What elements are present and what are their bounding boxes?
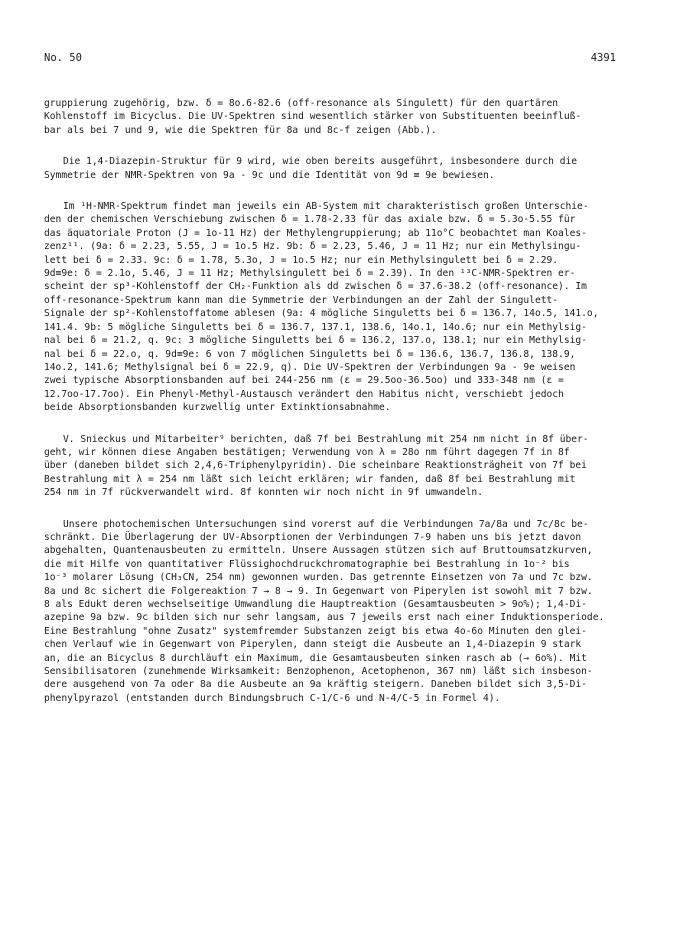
text-line: lett bei δ = 2.33. 9c: δ = 1.78, 5.3o, J = 1o.5 Hz; nur ein Methylsingulett bei δ = 2.29. — [44, 254, 559, 266]
text-line: zenz¹¹. (9a: δ = 2.23, 5.55, J = 1o.5 Hz. 9b: δ = 2.23, 5.46, J = 11 Hz; nur ein Methylsingu- — [44, 241, 582, 253]
text-line: beide Absorptionsbanden kurzwellig unter Extinktionsabnahme. — [44, 402, 391, 414]
text-line: bar als bei 7 und 9, wie die Spektren für 8a und 8c-f zeigen (Abb.). — [44, 124, 437, 136]
text-line: nal bei δ = 22.o, q. 9d≡9e: 6 von 7 möglichen Singuletts bei δ = 136.6, 136.7, 136.8, 138.9, — [44, 348, 576, 360]
journal-number: No. 50 — [44, 52, 82, 64]
text-line: über (daneben bildet sich 2,4,6-Triphenylpyridin). Die scheinbare Reaktionsträgheit von 7f bei — [44, 460, 587, 472]
text-line: 9d≡9e: δ = 2.1o, 5.46, J = 11 Hz; Methylsingulett bei δ = 2.39). In den ¹³C-NMR-Spektren er- — [44, 268, 576, 280]
text-line: das äquatoriale Proton (J = 1o-11 Hz) der Methylengruppierung; ab 11o°C beobachtet man Koales- — [44, 227, 587, 239]
page-number: 4391 — [590, 52, 616, 64]
paragraph-4 — [44, 433, 634, 500]
text-line: geht, wir können diese Angaben bestätigen; Verwendung von λ = 28o nm führt dagegen 7f in 8f — [44, 446, 570, 458]
text-line: zwei typische Absorptionsbanden auf bei 244-256 nm (ε = 29.5oo-36.5oo) und 333-348 nm (ε = — [44, 375, 564, 387]
body-text — [44, 97, 634, 705]
text-line: gruppierung zugehörig, bzw. δ = 8o.6-82.6 (off-resonance als Singulett) für den quartären — [44, 98, 559, 109]
text-line: Im ¹H-NMR-Spektrum findet man jeweils ein AB-System mit charakteristisch großen Unterschie- — [63, 201, 589, 213]
text-line: den der chemischen Verschiebung zwischen δ = 1.78-2.33 für das axiale bzw. δ = 5.3o-5.55 für — [44, 214, 576, 226]
text-line: die mit Hilfe von quantitativer Flüssighochdruckchromatographie bei Bestrahlung in 1o⁻² bis — [44, 558, 570, 570]
text-line: 8 als Edukt deren wechselseitige Umwandlung die Hauptreaktion (Gesamtausbeuten > 9o%); 1,4-Di- — [44, 599, 587, 610]
text-line: nal bei δ = 21.2, q. 9c: 3 mögliche Singuletts bei δ = 136.2, 137.o, 138.1; nur ein Methylsig- — [44, 335, 587, 347]
text-line: 1o⁻³ molarer Lösung (CH₃CN, 254 nm) gewonnen wurden. Das getrennte Einsetzen von 7a und 7c bzw. — [44, 572, 593, 584]
text-line: 8a und 8c sichert die Folgereaktion 7 → 8 → 9. In Gegenwart von Piperylen ist sowohl mit 7 bzw. — [44, 585, 593, 597]
text-line: Sensibilisatoren (zunehmende Wirksamkeit: Benzophenon, Acetophenon, 367 nm) läßt sich insbeson- — [44, 666, 593, 678]
text-line: dere ausgehend von 7a oder 8a die Ausbeute an 9a kräftig steigern. Daneben bildet sich 3,5-Di- — [44, 679, 587, 691]
text-line: 254 nm in 7f rückverwandelt wird. 8f konnten wir noch nicht in 9f umwandeln. — [44, 487, 483, 499]
text-line: Symmetrie der NMR-Spektren von 9a - 9c und die Identität von 9d ≡ 9e bewiesen. — [44, 169, 495, 181]
paragraph-5 — [44, 518, 634, 706]
text-line: 141.4. 9b: 5 mögliche Singuletts bei δ = 136.7, 137.1, 138.6, 14o.1, 14o.6; nur ein Methylsig- — [44, 321, 587, 333]
text-line: Kohlenstoff im Bicyclus. Die UV-Spektren sind wesentlich stärker von Substituenten beeinfluß- — [44, 111, 582, 123]
text-line: 12.7oo-17.7oo). Ein Phenyl-Methyl-Austausch verändert den Habitus nicht, verschiebt jedoch — [44, 388, 564, 400]
paragraph-2 — [44, 155, 634, 182]
text-line: Eine Bestrahlung "ohne Zusatz" systemfremder Substanzen zeigt bis etwa 4o-6o Minuten den glei- — [44, 625, 587, 637]
text-line: 14o.2, 141.6; Methylsignal bei δ = 22.9, q). Die UV-Spektren der Verbindungen 9a - 9e weisen — [44, 361, 576, 373]
text-line: V. Snieckus und Mitarbeiter⁹ berichten, daß 7f bei Bestrahlung mit 254 nm nicht in 8f über- — [63, 433, 589, 445]
text-line: abgehalten, Quantenausbeuten zu ermitteln. Unsere Aussagen stützen sich auf Bruttoumsatzkurven, — [44, 545, 593, 557]
text-line: Signale der sp²-Kohlenstoffatome ablesen (9a: 4 mögliche Singuletts bei δ = 136.7, 14o.5, 141.o, — [44, 308, 599, 320]
text-line: phenylpyrazol (entstanden durch Bindungsbruch C-1/C-6 und N-4/C-5 in Formel 4). — [44, 692, 501, 704]
text-line: scheint der sp³-Kohlenstoff der CH₂-Funktion als dd zwischen δ = 37.6-38.2 (off-resonance). Im — [44, 281, 587, 293]
text-line: chen Verlauf wie in Gegenwart von Piperylen, dann steigt die Ausbeute an 1,4-Diazepin 9 stark — [44, 639, 582, 651]
text-line: azepine 9a bzw. 9c bilden sich nur sehr langsam, aus 7 jeweils erst nach einer Induktionsperiode. — [44, 612, 605, 624]
paragraph-3 — [44, 200, 634, 415]
text-line: Bestrahlung mit λ = 254 nm läßt sich leicht erklären; wir fanden, daß 8f bei Bestrahlung mit — [44, 473, 576, 485]
paragraph-1 — [44, 97, 634, 137]
text-line: Unsere photochemischen Untersuchungen sind vorerst auf die Verbindungen 7a/8a und 7c/8c be- — [63, 518, 589, 530]
text-line: schränkt. Die Überlagerung der UV-Absorptionen der Verbindungen 7-9 haben uns bis jetzt davon — [44, 531, 582, 543]
text-line: an, die an Bicyclus 8 durchläuft ein Maximum, die Gesamtausbeuten sinken rasch ab (→ 6o%). Mit — [44, 652, 587, 664]
text-line: Die 1,4-Diazepin-Struktur für 9 wird, wie oben bereits ausgeführt, insbesondere durch die — [63, 156, 578, 168]
text-line: off-resonance-Spektrum kann man die Symmetrie der Verbindungen an der Zahl der Singulett- — [44, 294, 559, 306]
